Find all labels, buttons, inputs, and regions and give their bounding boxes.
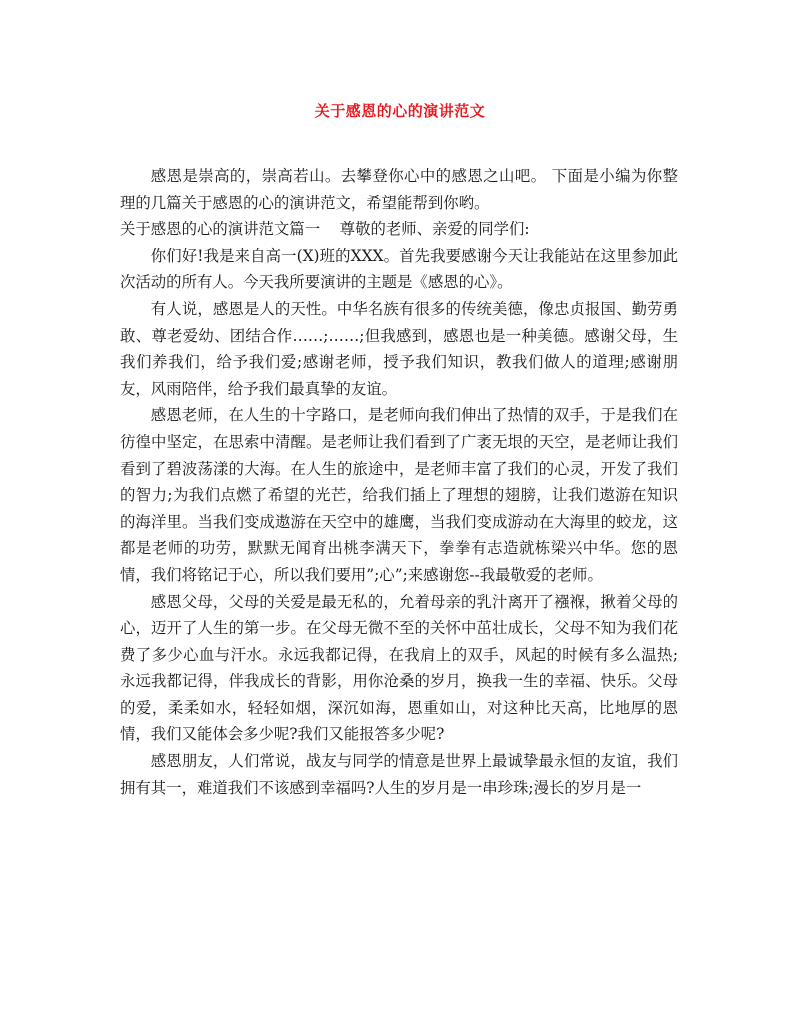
body-paragraph: 感恩朋友，人们常说，战友与同学的情意是世界上最诚挚最永恒的友谊，我们拥有其一，难道我们不该感到幸福吗?人生的岁月是一串珍珠;漫长的岁月是一 xyxy=(120,752,678,797)
body-paragraph: 感恩父母，父母的关爱是最无私的，允着母亲的乳汁离开了襁褓，揪着父母的心，迈开了人生的第一步。在父母无微不至的关怀中茁壮成长，父母不知为我们花费了多少心血与汗水。永远我都记得，在我肩上的双手，风起的时候有多么温热;永远我都记得，伴我成长的背影，用你沧桑的岁月，换我一生的幸福、快乐。父母的爱，柔柔如水，轻轻如烟，深沉如海，恩重如山，对这种比天高，比地厚的恩情，我们又能体会多少呢?我们又能报答多少呢? xyxy=(120,592,678,744)
body-paragraph: 有人说，感恩是人的天性。中华名族有很多的传统美德，像忠贞报国、勤劳勇敢、尊老爱幼、团结合作……;……;但我感到，感恩也是一种美德。感谢父母，生我们养我们，给予我们爱;感谢老师，授予我们知识，教我们做人的道理;感谢朋友，风雨陪伴，给予我们最真挚的友谊。 xyxy=(120,299,678,398)
section-heading-line xyxy=(120,216,678,243)
salutation: 尊敬的老师、亲爱的同学们: xyxy=(339,220,530,239)
body-paragraph: 你们好!我是来自高一(X)班的XXX。首先我要感谢今天让我能站在这里参加此次活动的所有人。今天我所要演讲的主题是《感恩的心》。 xyxy=(120,246,678,292)
document-title: 关于感恩的心的演讲范文 xyxy=(314,102,486,120)
body-paragraph: 感恩老师，在人生的十字路口，是老师向我们伸出了热情的双手，于是我们在彷徨中坚定，在思索中清醒。是老师让我们看到了广袤无垠的天空，是老师让我们看到了碧波荡漾的大海。在人生的旅途中，是老师丰富了我们的心灵，开发了我们的智力;为我们点燃了希望的光芒，给我们插上了理想的翅膀，让我们遨游在知识的海洋里。当我们变成遨游在天空中的雄鹰，当我们变成游动在大海里的蛟龙，这都是老师的功劳，默默无闻育出桃李满天下，拳拳有志造就栋梁兴中华。您的恩情，我们将铭记于心，所以我们要用”;心”;来感谢您--我最敬爱的老师。 xyxy=(120,406,678,584)
section-heading: 关于感恩的心的演讲范文篇一 xyxy=(120,220,321,239)
document-body xyxy=(120,163,678,801)
intro-paragraph: 感恩是崇高的，崇高若山。去攀登你心中的感恩之山吧。 下面是小编为你整理的几篇关于感恩的心的演讲范文，希望能帮到你哟。 xyxy=(120,167,678,212)
